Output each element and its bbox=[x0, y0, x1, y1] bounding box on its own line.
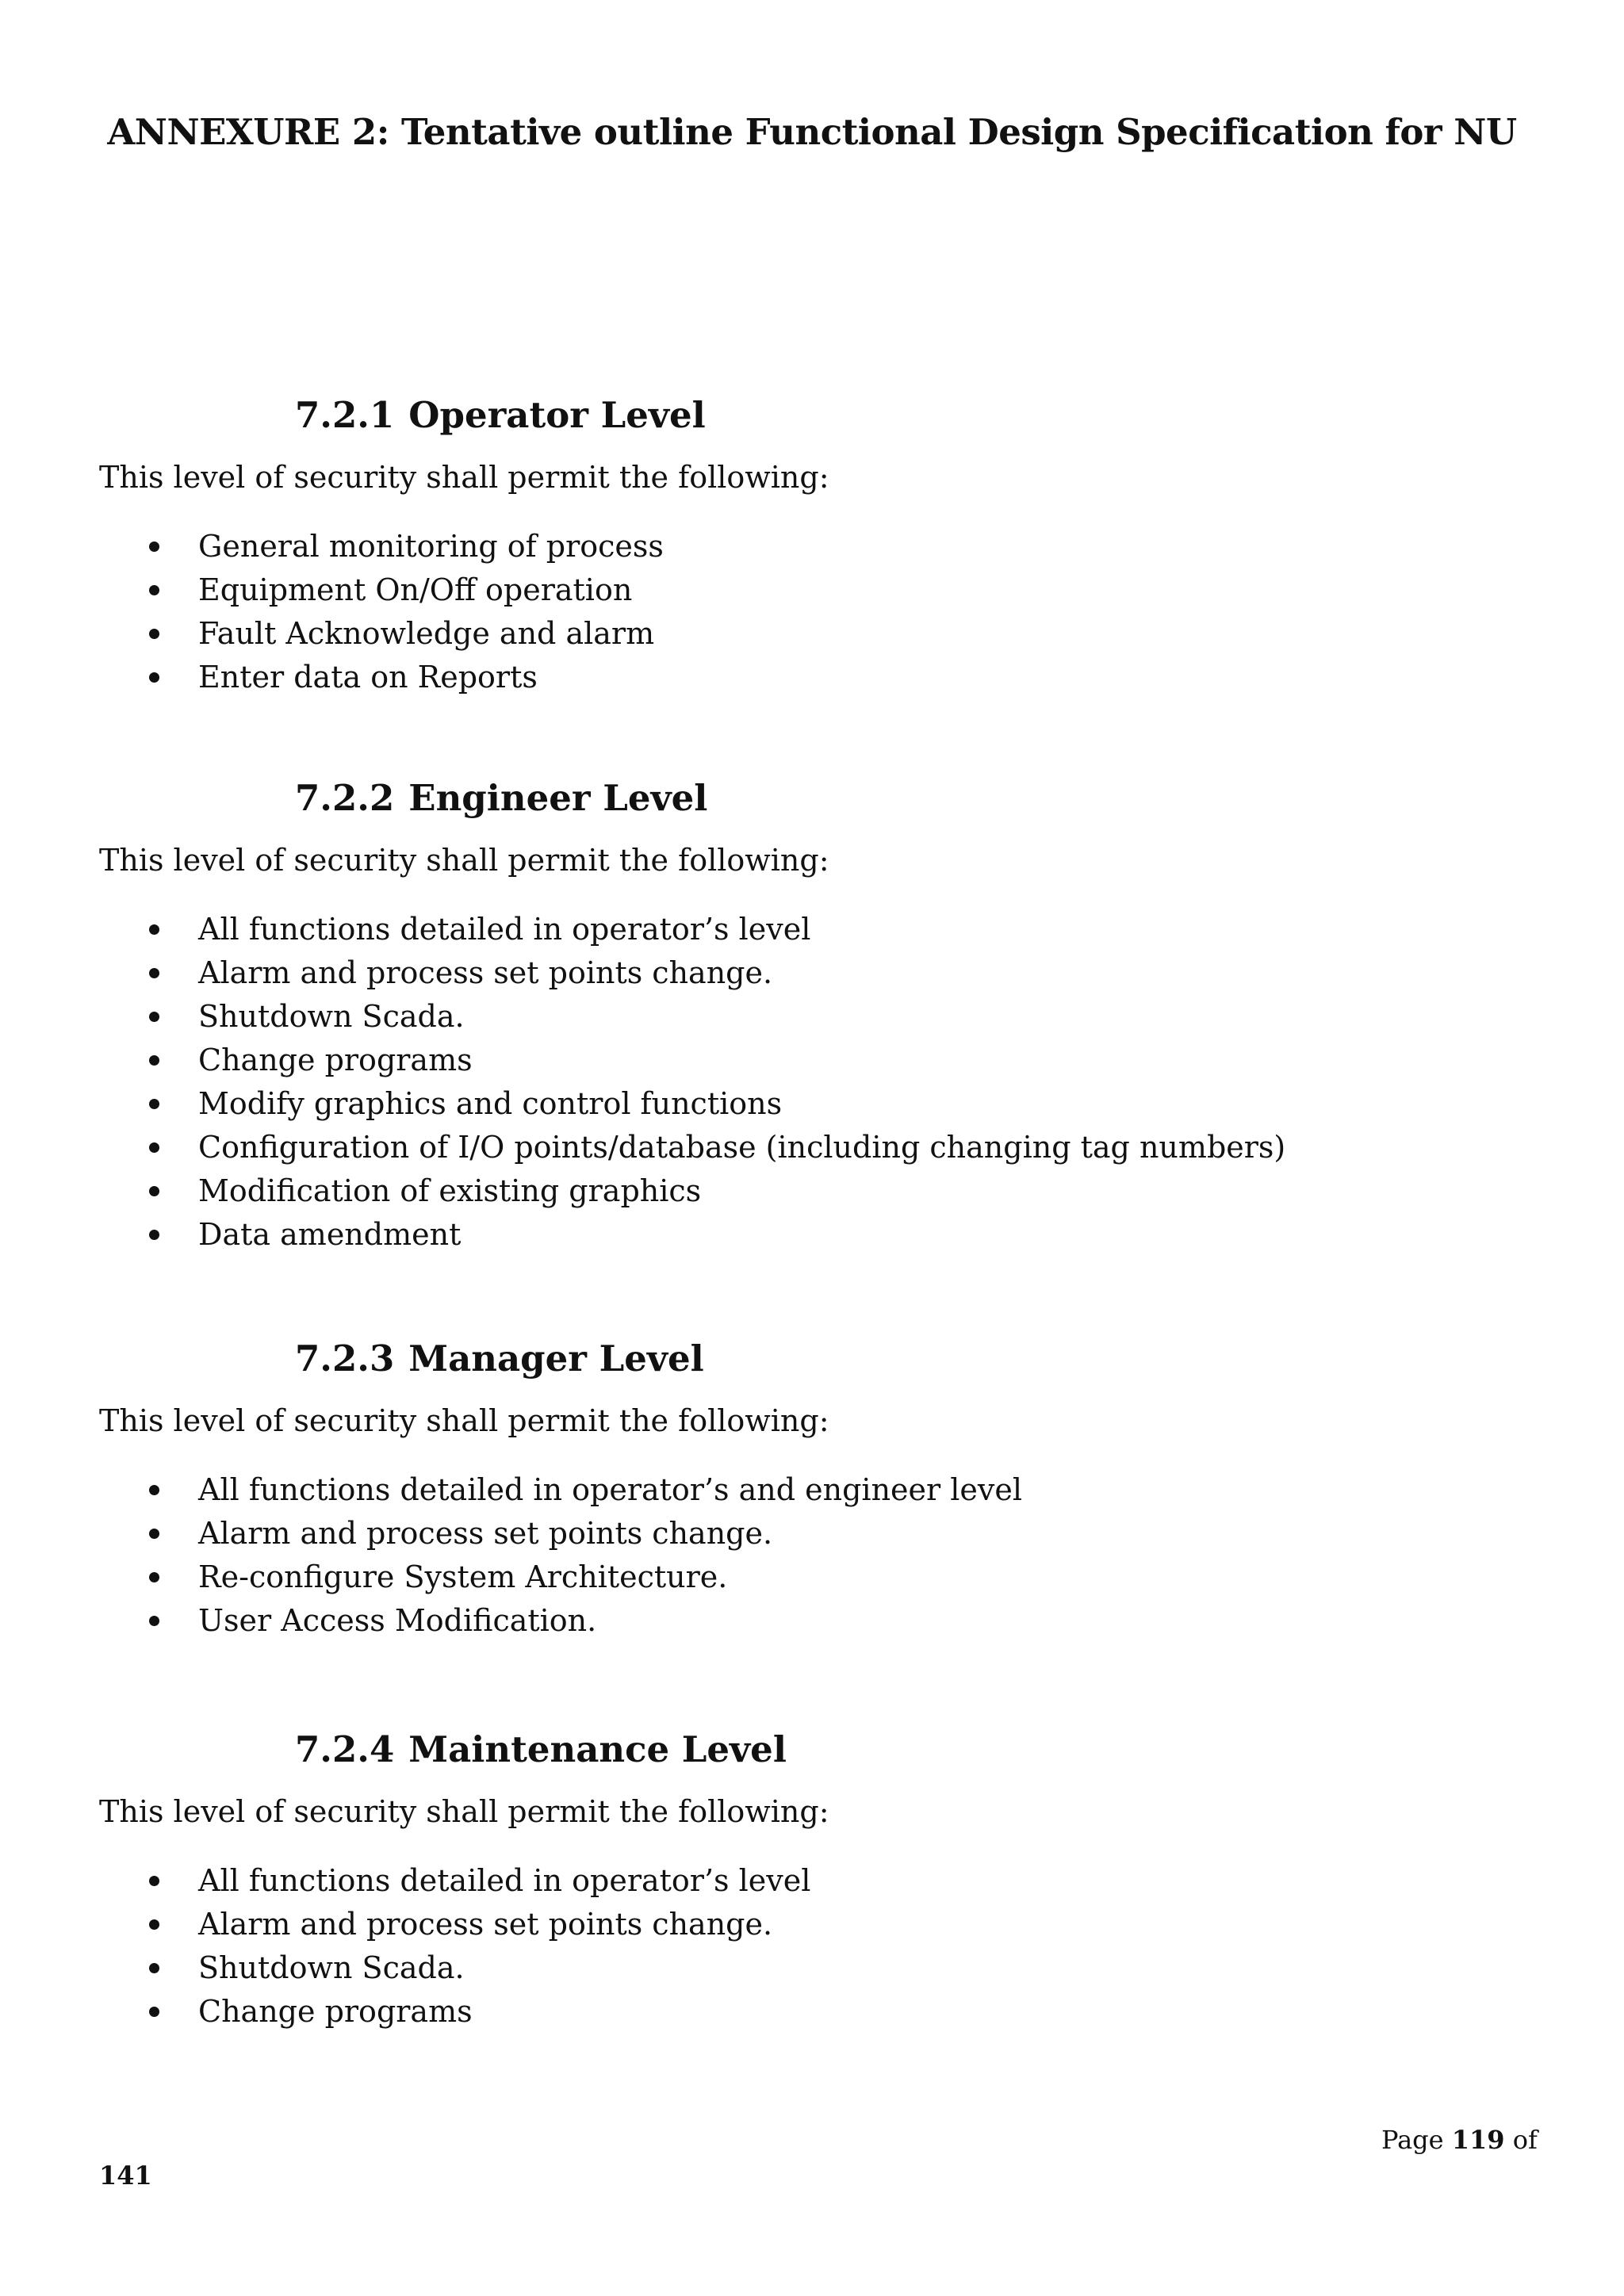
bullet-icon bbox=[149, 1099, 159, 1109]
section-heading bbox=[295, 777, 707, 819]
bullet-icon bbox=[149, 1012, 159, 1022]
page-number-footer bbox=[1381, 2125, 1538, 2155]
list-item-text: Equipment On/Off operation bbox=[198, 572, 633, 607]
section-heading bbox=[295, 1728, 787, 1770]
bullet-icon bbox=[149, 1142, 159, 1153]
list-item-text: Modify graphics and control functions bbox=[198, 1086, 783, 1121]
bullet-icon bbox=[149, 629, 159, 639]
bullet-icon bbox=[149, 1919, 159, 1930]
bullet-icon bbox=[149, 968, 159, 978]
page-title: ANNEXURE 2: Tentative outline Functional Design Specification for NU bbox=[107, 111, 1517, 153]
total-pages: 141 bbox=[99, 2160, 152, 2191]
bullet-icon bbox=[149, 1572, 159, 1582]
bullet-icon bbox=[149, 2007, 159, 2017]
list-item-text: Change programs bbox=[198, 1043, 473, 1077]
page-prefix: Page bbox=[1381, 2125, 1444, 2155]
section-number: 7.2.1 bbox=[295, 394, 395, 436]
bullet-icon bbox=[149, 541, 159, 552]
section-number: 7.2.3 bbox=[295, 1337, 395, 1380]
bullet-icon bbox=[149, 1963, 159, 1973]
list-item-text: Fault Acknowledge and alarm bbox=[198, 616, 655, 651]
page-suffix: of bbox=[1512, 2125, 1538, 2155]
list-item-text: Re-configure System Architecture. bbox=[198, 1559, 728, 1594]
list-item-text: Change programs bbox=[198, 1994, 473, 2029]
list-item-text: Modification of existing graphics bbox=[198, 1173, 702, 1208]
list-item-text: All functions detailed in operator’s level bbox=[198, 1863, 811, 1898]
list-item-text: General monitoring of process bbox=[198, 529, 664, 564]
bullet-icon bbox=[149, 1529, 159, 1539]
section-title: Maintenance Level bbox=[408, 1728, 787, 1770]
section-heading bbox=[295, 1337, 704, 1380]
bullet-icon bbox=[149, 1876, 159, 1886]
list-item-text: Shutdown Scada. bbox=[198, 999, 465, 1034]
bullet-icon bbox=[149, 672, 159, 683]
list-item-text: All functions detailed in operator’s level bbox=[198, 912, 811, 947]
list-item-text: Enter data on Reports bbox=[198, 660, 538, 695]
bullet-icon bbox=[149, 585, 159, 595]
list-item-text: User Access Modification. bbox=[198, 1603, 597, 1638]
list-item-text: Alarm and process set points change. bbox=[198, 955, 773, 990]
section-title: Engineer Level bbox=[408, 777, 708, 819]
section-title: Operator Level bbox=[408, 394, 706, 436]
bullet-icon bbox=[149, 1616, 159, 1626]
section-intro: This level of security shall permit the following: bbox=[99, 1794, 829, 1829]
list-item-text: Shutdown Scada. bbox=[198, 1950, 465, 1985]
section-intro: This level of security shall permit the following: bbox=[99, 1403, 829, 1438]
section-number: 7.2.4 bbox=[295, 1728, 395, 1770]
bullet-icon bbox=[149, 1055, 159, 1066]
list-item-text: Configuration of I/O points/database (including changing tag numbers) bbox=[198, 1130, 1286, 1165]
section-heading bbox=[295, 394, 706, 436]
list-item-text: Alarm and process set points change. bbox=[198, 1907, 773, 1942]
section-intro: This level of security shall permit the following: bbox=[99, 460, 829, 495]
list-item-text: Alarm and process set points change. bbox=[198, 1516, 773, 1551]
list-item-text: All functions detailed in operator’s and engineer level bbox=[198, 1472, 1023, 1507]
list-item-text: Data amendment bbox=[198, 1217, 462, 1252]
bullet-icon bbox=[149, 1230, 159, 1240]
bullet-icon bbox=[149, 1485, 159, 1495]
section-number: 7.2.2 bbox=[295, 777, 395, 819]
section-title: Manager Level bbox=[408, 1337, 704, 1380]
bullet-icon bbox=[149, 1186, 159, 1196]
page-number: 119 bbox=[1451, 2125, 1505, 2155]
bullet-icon bbox=[149, 924, 159, 935]
section-intro: This level of security shall permit the following: bbox=[99, 843, 829, 878]
